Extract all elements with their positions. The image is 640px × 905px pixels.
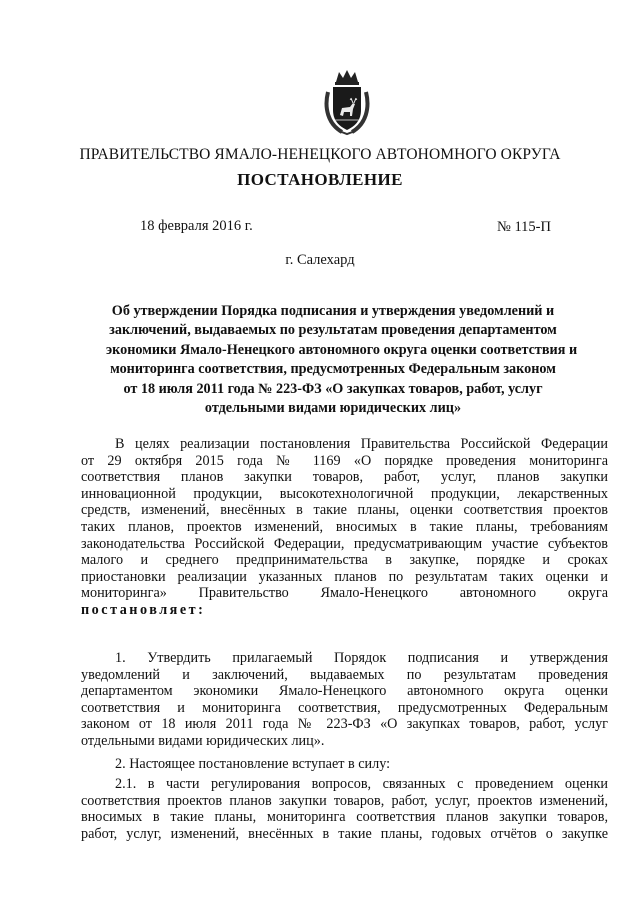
text-line: от 29 октября 2015 года № 1169 «О порядке проведения мониторинга <box>81 452 608 469</box>
text-line: инновационной продукции, высокотехнологичной продукции, лекарственных <box>81 485 608 502</box>
text-line: соответствия и мониторинга соответствия, предусмотренных Федеральным <box>81 699 608 716</box>
item-1-paragraph <box>81 650 608 750</box>
text-line: отдельными видами юридических лиц». <box>81 732 325 749</box>
document-type: ПОСТАНОВЛЕНИЕ <box>237 170 403 189</box>
text-line: вносимых в такие планы, мониторинга соответствия планов закупки товаров, <box>81 809 608 826</box>
title-line: Об утверждении Порядка подписания и утверждения уведомлений и <box>111 303 555 319</box>
text-line: 1. Утвердить прилагаемый Порядок подписания и утверждения <box>115 650 608 666</box>
text-line: департаментом экономики Ямало-Ненецкого автономного округа оценки <box>81 683 608 700</box>
text-line: 2.1. в части регулирования вопросов, связанных с проведением оценки <box>115 776 608 792</box>
text-line: соответствия планов закупки товаров, работ, услуг, планов закупки <box>81 469 608 486</box>
title-line: заключений, выдаваемых по результатам проведения департаментом <box>109 322 557 339</box>
title-line: от 18 июля 2011 года № 223-ФЗ «О закупках товаров, работ, услуг <box>123 380 543 397</box>
title-line: экономики Ямало-Ненецкого автономного округа оценки соответствия и <box>106 341 578 358</box>
government-name: ПРАВИТЕЛЬСТВО ЯМАЛО-НЕНЕЦКОГО АВТОНОМНОГО ОКРУГА <box>79 146 561 163</box>
document-city: г. Салехард <box>285 252 355 268</box>
text-line: В целях реализации постановления Правительства Российской Федерации <box>115 436 608 452</box>
text-line: приостановки реализации указанных планов по результатам таких оценки и <box>81 568 608 585</box>
text-line: уведомлений и заключений, выдаваемых по результатам проведения <box>81 666 608 683</box>
decides-word: постановляет: <box>81 601 206 618</box>
text-line: мониторинга» Правительство Ямало-Ненецкого автономного округа <box>81 585 608 602</box>
coat-of-arms-emblem <box>322 68 372 136</box>
text-line: малого и среднего предпринимательства в закупке, порядке и сроках <box>81 552 608 569</box>
title-line: мониторинга соответствия, предусмотренных Федеральным законом <box>110 361 556 378</box>
item-2-1-paragraph <box>81 776 608 842</box>
document-title <box>106 302 578 418</box>
document-number: № 115-П <box>497 219 551 235</box>
text-line: законодательства Российской Федерации, предусматривающим участие субъектов <box>81 535 608 552</box>
text-line: таких планов, проектов изменений, вносимых в такие планы, требованиям <box>81 518 608 535</box>
text-line: соответствия проектов планов закупки товаров, работ, услуг, проектов изменений, <box>81 792 608 809</box>
text-line: 2. Настоящее постановление вступает в силу: <box>115 756 391 772</box>
text-line: работ, услуг, изменений, внесённых в такие планы, годовых отчётов о закупке <box>81 825 608 842</box>
preamble-paragraph <box>81 436 608 619</box>
title-line: отдельными видами юридических лиц» <box>204 400 462 417</box>
item-2-paragraph <box>81 756 608 773</box>
document-date: 18 февраля 2016 г. <box>140 218 253 234</box>
text-line: средств, изменений, внесённых в такие планы, оценки соответствия проектов <box>81 502 608 519</box>
text-line: законом от 18 июля 2011 года № 223-ФЗ «О закупках товаров, работ, услуг <box>81 716 608 733</box>
